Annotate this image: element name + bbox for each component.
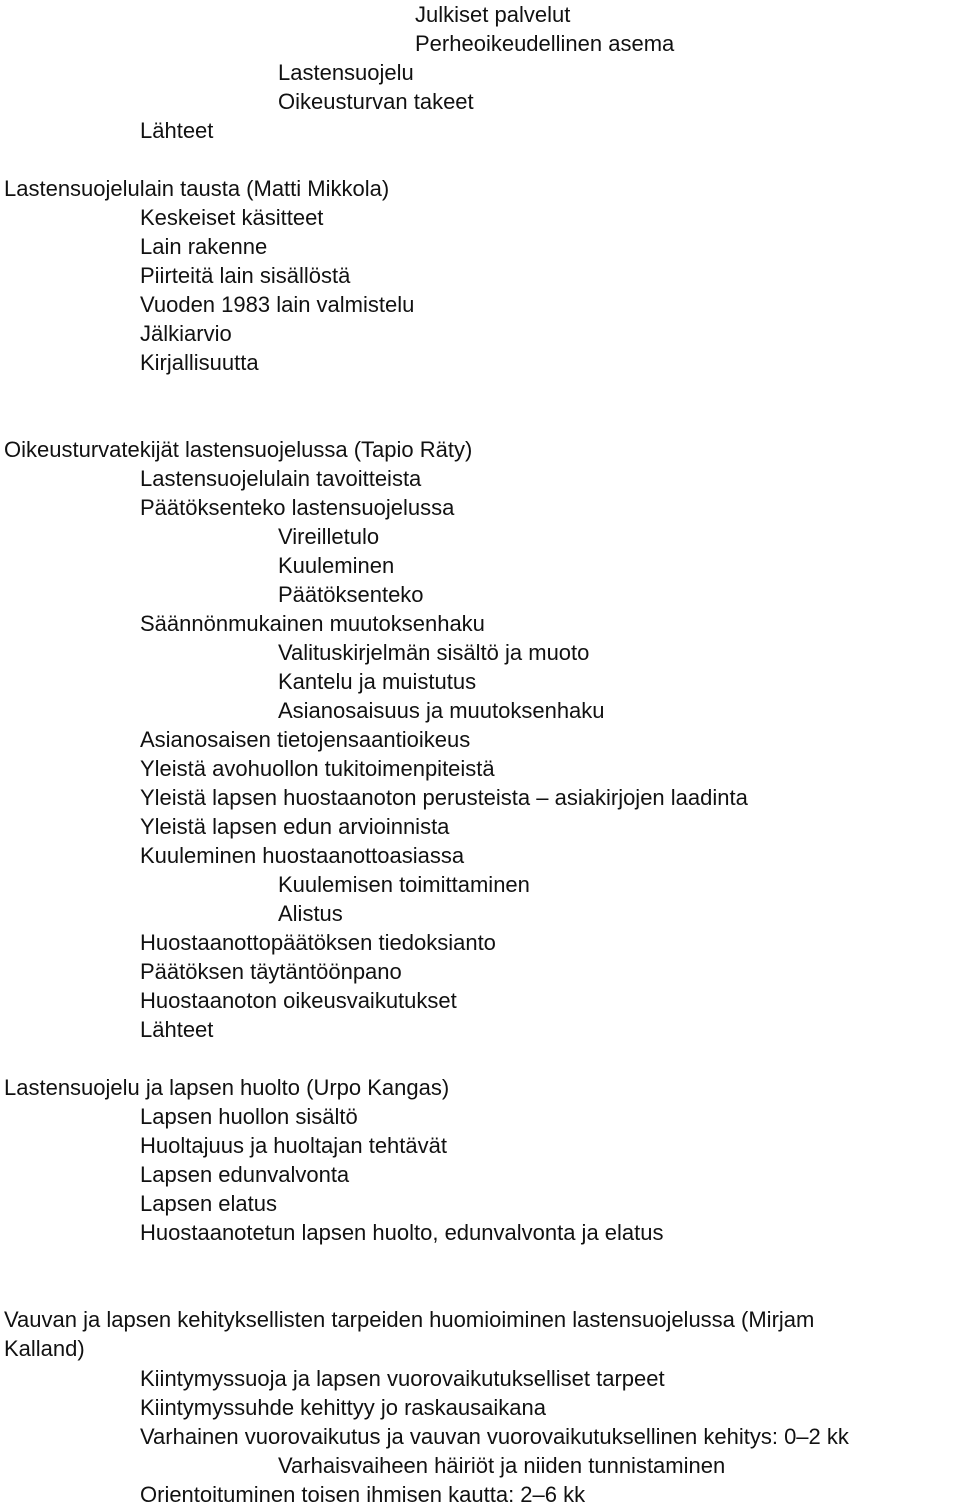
- toc-line: Varhaisvaiheen häiriöt ja niiden tunnistaminen: [278, 1453, 726, 1478]
- toc-line: Päätöksen täytäntöönpano: [140, 959, 402, 984]
- toc-line: Kiintymyssuoja ja lapsen vuorovaikutukselliset tarpeet: [140, 1366, 665, 1391]
- toc-section-heading: Lastensuojelulain tausta (Matti Mikkola): [4, 176, 390, 201]
- toc-line: Lastensuojelu: [278, 60, 414, 85]
- toc-line: Lapsen elatus: [140, 1191, 277, 1216]
- toc-section-heading-cont: Kalland): [4, 1336, 85, 1361]
- toc-line: Yleistä lapsen edun arvioinnista: [140, 814, 450, 839]
- toc-line: Päätöksenteko lastensuojelussa: [140, 495, 455, 520]
- toc-line: Huostaanotetun lapsen huolto, edunvalvonta ja elatus: [140, 1220, 664, 1245]
- toc-line: Keskeiset käsitteet: [140, 205, 324, 230]
- toc-line: Julkiset palvelut: [415, 2, 571, 27]
- toc-line: Oikeusturvan takeet: [278, 89, 474, 114]
- toc-section-heading: Lastensuojelu ja lapsen huolto (Urpo Kangas): [4, 1075, 450, 1100]
- toc-line: Lain rakenne: [140, 234, 268, 259]
- toc-line: Jälkiarvio: [140, 321, 232, 346]
- toc-section-heading: Oikeusturvatekijät lastensuojelussa (Tapio Räty): [4, 437, 473, 462]
- toc-line: Huostaanottopäätöksen tiedoksianto: [140, 930, 496, 955]
- toc-line: Alistus: [278, 901, 343, 926]
- toc-line: Kuuleminen: [278, 553, 395, 578]
- toc-line: Säännönmukainen muutoksenhaku: [140, 611, 485, 636]
- toc-line: Lapsen huollon sisältö: [140, 1104, 358, 1129]
- toc-line: Lähteet: [140, 118, 214, 143]
- toc-line: Huoltajuus ja huoltajan tehtävät: [140, 1133, 447, 1158]
- toc-line: Perheoikeudellinen asema: [415, 31, 675, 56]
- toc-line: Yleistä lapsen huostaanoton perusteista – asiakirjojen laadinta: [140, 785, 748, 810]
- toc-line: Valituskirjelmän sisältö ja muoto: [278, 640, 590, 665]
- toc-line: Asianosaisen tietojensaantioikeus: [140, 727, 471, 752]
- toc-line: Piirteitä lain sisällöstä: [140, 263, 351, 288]
- toc-line: Varhainen vuorovaikutus ja vauvan vuorovaikutuksellinen kehitys: 0–2 kk: [140, 1424, 849, 1449]
- toc-line: Huostaanoton oikeusvaikutukset: [140, 988, 457, 1013]
- toc-line: Asianosaisuus ja muutoksenhaku: [278, 698, 605, 723]
- toc-line: Kiintymyssuhde kehittyy jo raskausaikana: [140, 1395, 546, 1420]
- toc-line: Kuuleminen huostaanottoasiassa: [140, 843, 465, 868]
- toc-line: Vuoden 1983 lain valmistelu: [140, 292, 415, 317]
- toc-line: Kuulemisen toimittaminen: [278, 872, 530, 897]
- toc-line: Kirjallisuutta: [140, 350, 259, 375]
- toc-line: Vireilletulo: [278, 524, 380, 549]
- toc-line: Lähteet: [140, 1017, 214, 1042]
- toc-section-heading: Vauvan ja lapsen kehityksellisten tarpeiden huomioiminen lastensuojelussa (Mirjam: [4, 1307, 815, 1332]
- toc-line: Päätöksenteko: [278, 582, 424, 607]
- toc-line: Yleistä avohuollon tukitoimenpiteistä: [140, 756, 495, 781]
- toc-line: Kantelu ja muistutus: [278, 669, 477, 694]
- toc-line: Lastensuojelulain tavoitteista: [140, 466, 422, 491]
- toc-line: Orientoituminen toisen ihmisen kautta: 2–6 kk: [140, 1482, 586, 1507]
- toc-line: Lapsen edunvalvonta: [140, 1162, 350, 1187]
